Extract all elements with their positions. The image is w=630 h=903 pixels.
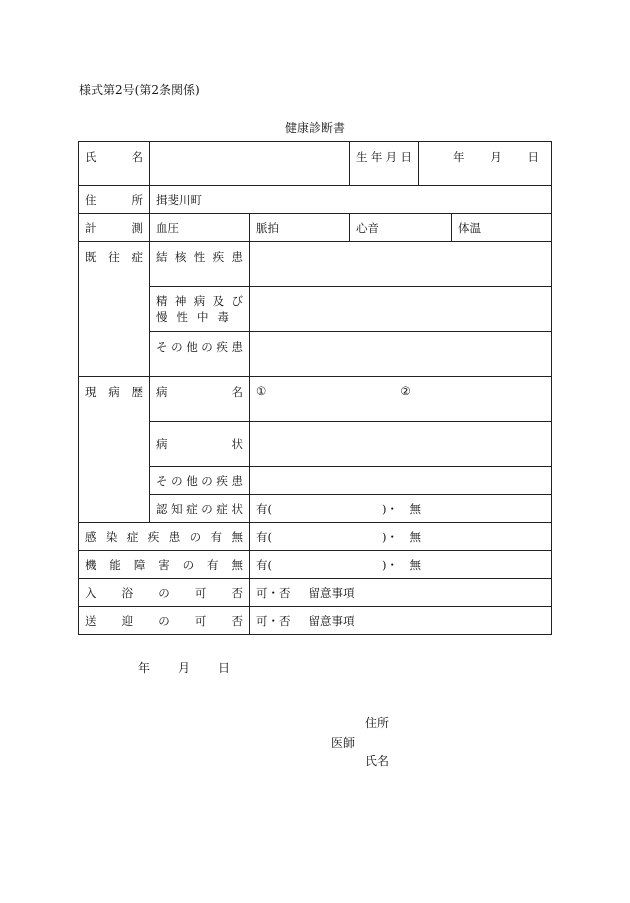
document-title: 健康診断書: [284, 121, 345, 135]
name-input-cell[interactable]: [150, 142, 350, 186]
bathing-input-cell[interactable]: 可・否 留意事項: [250, 579, 552, 607]
past-history-label-cell: 既 往 症: [79, 242, 150, 377]
mental-label-cell: 精 神 病 及 び 慢 性 中 毒: [150, 287, 250, 332]
address-label-cell: 住 所: [79, 186, 150, 214]
dementia-row: [79, 495, 552, 523]
present-other-row: [79, 467, 552, 495]
disability-row: [79, 551, 552, 579]
measure-label-cell: 計 測: [79, 214, 150, 242]
birth-date-cell[interactable]: 年 月 日: [419, 142, 552, 186]
mark-2: ②: [400, 384, 411, 398]
past-mental-row: [79, 287, 552, 332]
name-row: [79, 142, 552, 186]
present-symptom-row: [79, 422, 552, 467]
symptom-input-cell[interactable]: [250, 422, 552, 467]
mark-1: ①: [256, 384, 267, 398]
pulse-cell[interactable]: 脈拍: [250, 214, 350, 242]
transport-label-cell: 送 迎 の 可 否: [79, 607, 250, 635]
heart-sound-cell[interactable]: 心音: [350, 214, 452, 242]
disease-name-input-cell[interactable]: [250, 377, 552, 422]
blood-pressure-cell[interactable]: 血圧: [150, 214, 250, 242]
other-disease-label-cell: そ の 他 の 疾 患: [150, 332, 250, 377]
name-label-cell: 氏 名: [79, 142, 150, 186]
form-number: 様式第2号(第2条関係): [79, 83, 200, 97]
dementia-input-cell[interactable]: 有( )・ 無: [250, 495, 552, 523]
disease-name-label-cell: 病 名: [150, 377, 250, 422]
transport-input-cell[interactable]: 可・否 留意事項: [250, 607, 552, 635]
doctor-name-label: 氏名: [365, 754, 390, 768]
health-certificate-table: [78, 141, 552, 635]
bathing-label-cell: 入 浴 の 可 否: [79, 579, 250, 607]
body-temp-cell[interactable]: 体温: [452, 214, 552, 242]
past-other-row: [79, 332, 552, 377]
tuberculosis-input-cell[interactable]: [250, 242, 552, 287]
other-disease-2-label-cell: そ の 他 の 疾 患: [150, 467, 250, 495]
present-history-label-cell: 現 病 歴: [79, 377, 150, 523]
doctor-address-label: 住所: [365, 716, 390, 730]
disability-input-cell[interactable]: 有( )・ 無: [250, 551, 552, 579]
measurement-row: [79, 214, 552, 242]
dementia-label-cell: 認 知 症 の 症 状: [150, 495, 250, 523]
issue-date[interactable]: 年 月 日: [138, 661, 231, 675]
infection-input-cell[interactable]: 有( )・ 無: [250, 523, 552, 551]
other-disease-input-cell[interactable]: [250, 332, 552, 377]
bathing-row: [79, 579, 552, 607]
address-value-cell[interactable]: 揖斐川町: [150, 186, 552, 214]
birth-label-cell: 生 年 月 日: [350, 142, 419, 186]
disability-label-cell: 機 能 障 害 の 有 無: [79, 551, 250, 579]
transport-row: [79, 607, 552, 635]
doctor-label: 医師: [331, 736, 356, 750]
symptom-label-cell: 病 状: [150, 422, 250, 467]
other-disease-2-input-cell[interactable]: [250, 467, 552, 495]
tuberculosis-label-cell: 結 核 性 疾 患: [150, 242, 250, 287]
address-row: [79, 186, 552, 214]
mental-input-cell[interactable]: [250, 287, 552, 332]
past-tuberculosis-row: [79, 242, 552, 287]
infection-row: [79, 523, 552, 551]
infection-label-cell: 感 染 症 疾 患 の 有 無: [79, 523, 250, 551]
present-name-row: [79, 377, 552, 422]
